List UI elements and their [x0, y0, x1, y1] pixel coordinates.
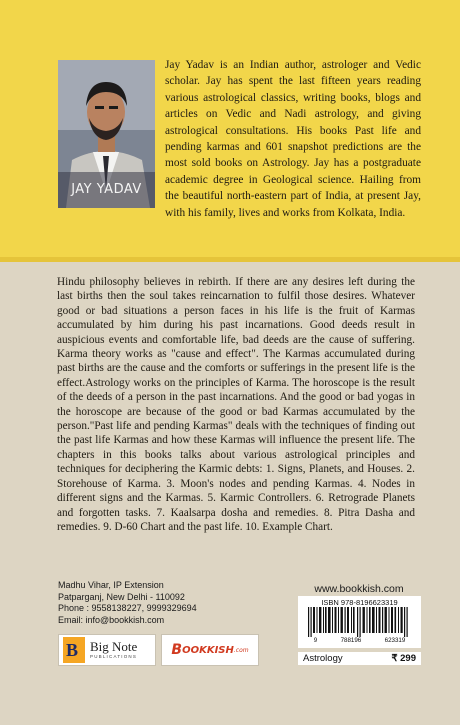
book-category: Astrology: [303, 653, 343, 664]
publisher-address: [58, 580, 197, 626]
bookkish-b-icon: B: [171, 642, 183, 658]
author-name-label: JAY YADAV: [58, 172, 155, 208]
barcode-digit-group-2: 623319: [384, 637, 406, 644]
barcode-icon: [302, 607, 417, 637]
address-line-2: Patparganj, New Delhi - 110092: [58, 591, 185, 602]
bookkish-name: OOKKISH: [182, 644, 234, 656]
book-synopsis: Hindu philosophy believes in rebirth. If there are any desires left during the last births then the soul takes reincarnation to fulfil those desires. Whatever good or bad situations a person faces in his life is the fruit of Karmas accumulated by him during his past incarnations. Good deeds result in auspicious events and comfortable life, bad deeds are the cause of suffering. Karma theory works as "cause and effect". The Karmas accumulated during past births are the cause and the comforts or sufferings in the present life is the effect.Astrology works on the principles of Karma. The horoscope is the result of the deeds of a person in the past incarnations. And the good or bad yogas in the horoscope are because of the good or bad Karmas accumulated by the person."Past life and pending Karmas" deals with the techniques of finding out the past life Karmas and how these Karmas will influence the present life. The chapters in this books talks about various astrological principles and techniques for deciphering the Karmic debts: 1. Signs, Planets, and Houses. 2. Storehouse of Karma. 3. Moon's nodes and pending Karmas. 4. Nodes in different signs and the Karmas. 5. Karmic Controllers. 6. Retrograde Planets and forgotten tasks. 7. Kaalsarpa dosha and remedies. 8. Pitra Dasha and remedies. 9. D-60 Chart and the past life. 10. Example Chart.: [57, 276, 415, 533]
address-line-1: Madhu Vihar, IP Extension: [58, 580, 164, 590]
bookkish-suffix: .com: [233, 646, 249, 654]
barcode-digits: [298, 637, 421, 644]
svg-text:B: B: [66, 640, 79, 660]
panel-divider: [0, 257, 460, 262]
bignote-publications-logo: [58, 634, 156, 666]
publisher-phone: Phone : 9558138227, 9999329694: [58, 603, 197, 614]
isbn-number: ISBN 978-8196623319: [321, 598, 398, 607]
publisher-website: www.bookkish.com: [314, 583, 404, 595]
barcode-digit-first: 9: [313, 637, 318, 644]
bignote-name: Big Note: [90, 639, 138, 655]
bookkish-logo: [161, 634, 259, 666]
publisher-email: Email: info@bookkish.com: [58, 614, 165, 625]
barcode-digit-group-1: 788196: [340, 637, 362, 644]
category-price-bar: [298, 652, 421, 665]
book-price: ₹ 299: [391, 653, 416, 664]
isbn-barcode: [298, 596, 421, 648]
bignote-mark-icon: [63, 637, 85, 663]
bignote-subtitle: PUBLICATIONS: [90, 654, 138, 660]
author-bio: Jay Yadav is an Indian author, astrologer and Vedic scholar. Jay has spent the last fifteen years reading various astrological classics, writing books, blogs and articles on Vedic and Nadi astrology, and giving astrological consultations. His books Past life and pending karmas and 601 snapshot predictions are the most sold books on Astrology. Jay has a postgraduate academic degree in Geological science. Hailing from the beautiful north-eastern part of India, at present Jay, with his family, lives and works from Kolkata, India.: [165, 59, 421, 219]
